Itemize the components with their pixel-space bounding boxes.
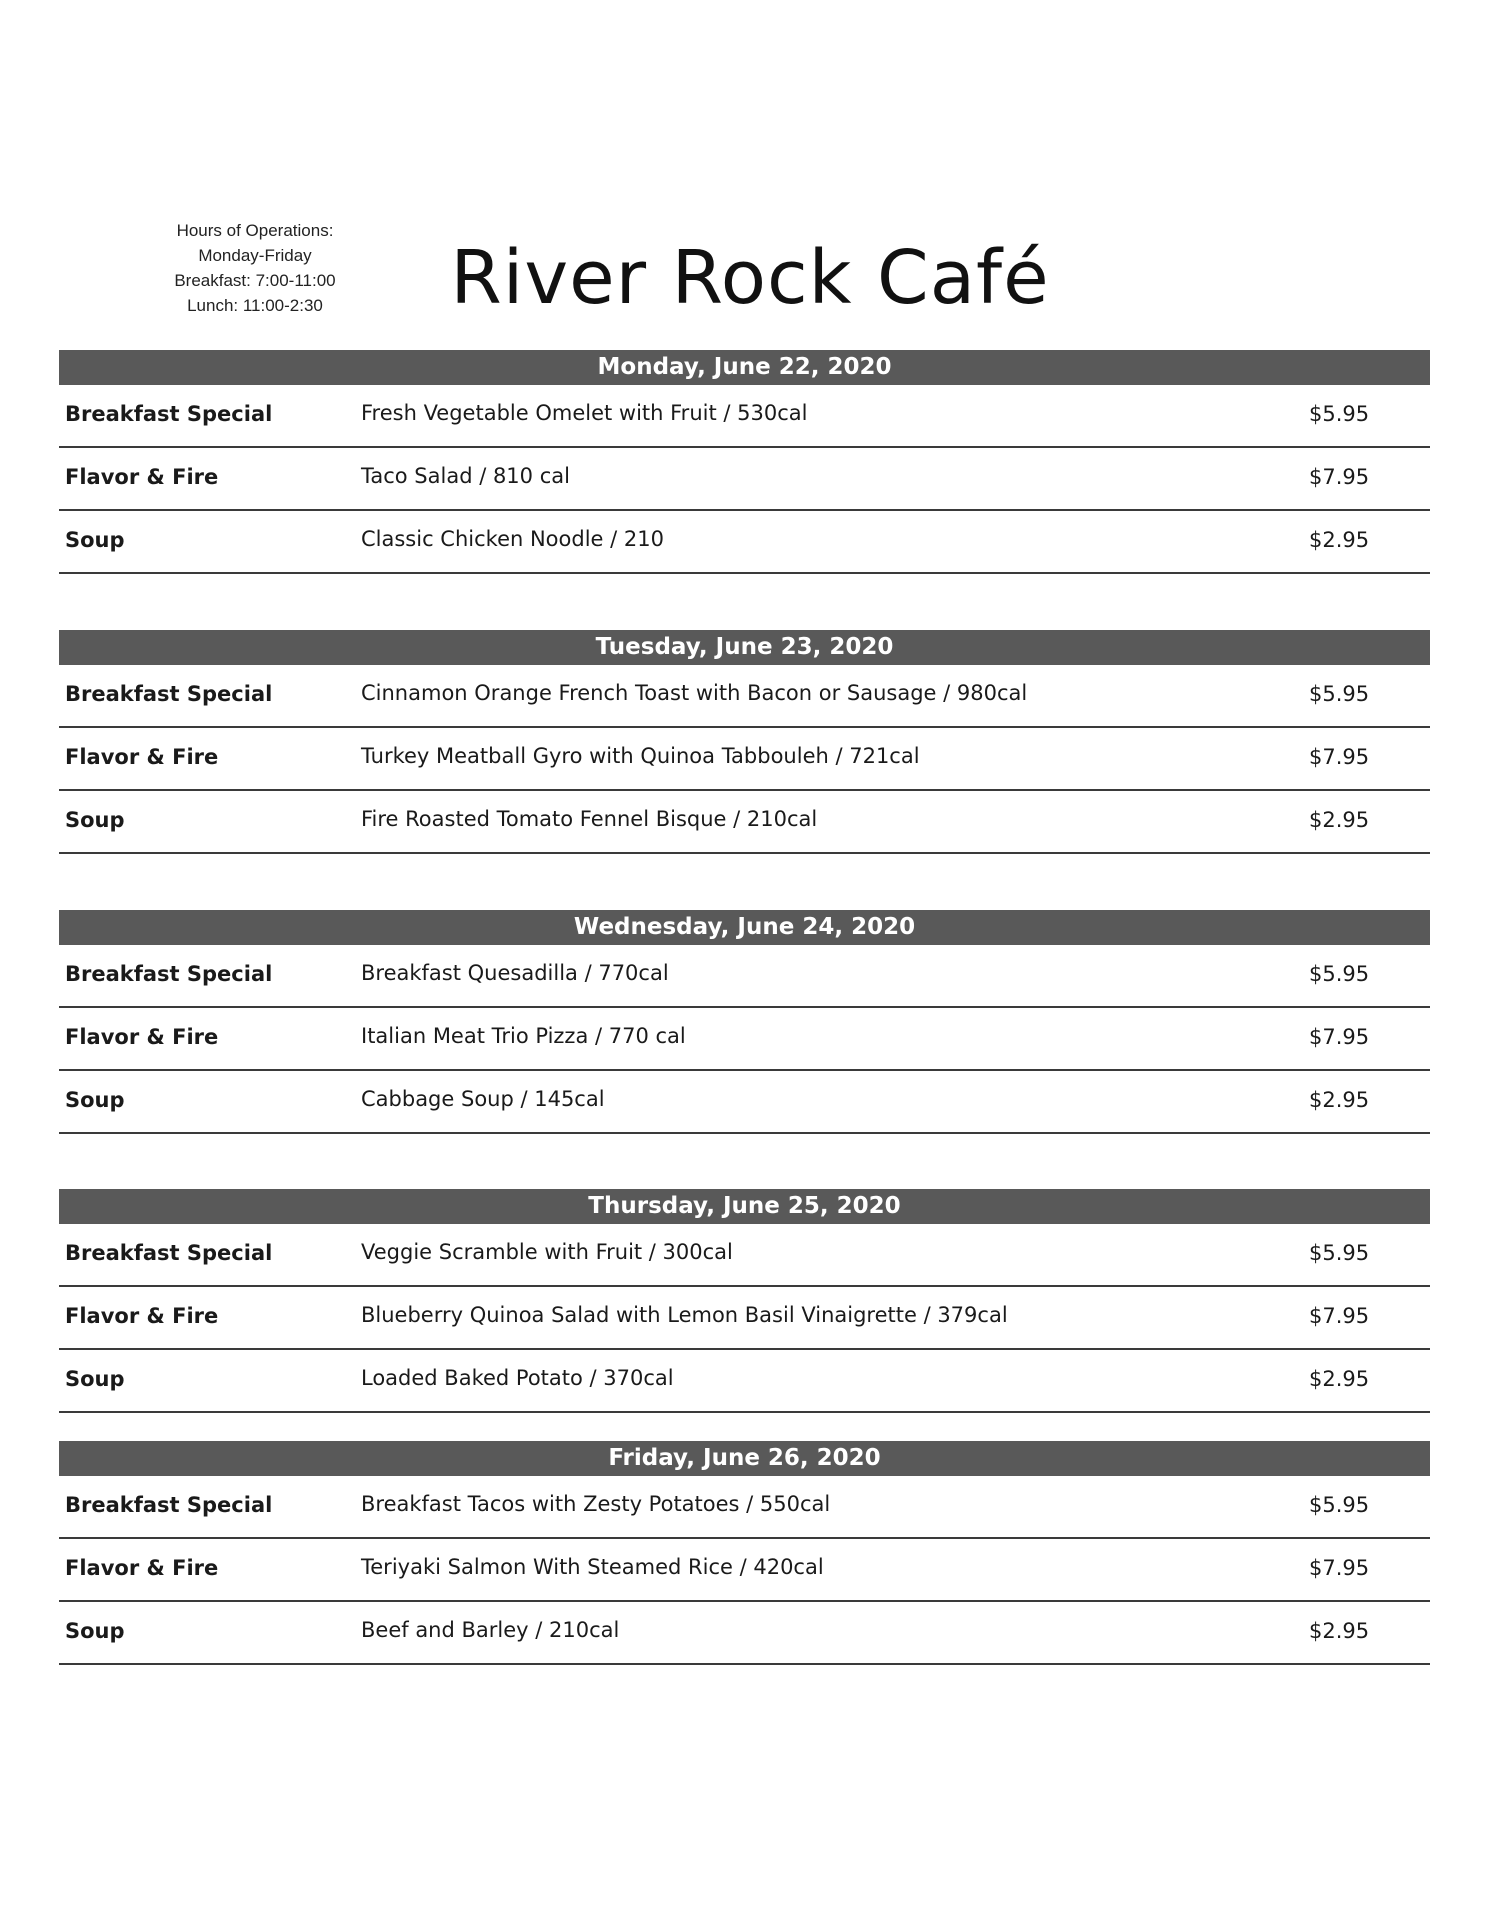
hours-of-operation [150, 218, 360, 318]
menu-description: Fire Roasted Tomato Fennel Bisque / 210cal [361, 807, 818, 831]
day-header: Tuesday, June 23, 2020 [59, 630, 1430, 665]
menu-category: Breakfast Special [65, 1493, 273, 1517]
menu-description: Breakfast Tacos with Zesty Potatoes / 550cal [361, 1492, 831, 1516]
cafe-title: River Rock Café [450, 235, 1050, 321]
menu-row [59, 1476, 1430, 1539]
menu-price: $5.95 [1309, 1493, 1370, 1517]
day-header: Friday, June 26, 2020 [59, 1441, 1430, 1476]
menu-price: $2.95 [1309, 1619, 1370, 1643]
menu-category: Flavor & Fire [65, 1304, 219, 1328]
menu-category: Soup [65, 1088, 125, 1112]
menu-description: Teriyaki Salmon With Steamed Rice / 420cal [361, 1555, 824, 1579]
menu-price: $5.95 [1309, 1241, 1370, 1265]
menu-description: Cabbage Soup / 145cal [361, 1087, 605, 1111]
day-section-tuesday [59, 630, 1430, 854]
day-header: Thursday, June 25, 2020 [59, 1189, 1430, 1224]
menu-price: $2.95 [1309, 808, 1370, 832]
menu-price: $5.95 [1309, 962, 1370, 986]
menu-row [59, 1287, 1430, 1350]
menu-category: Flavor & Fire [65, 465, 219, 489]
menu-category: Soup [65, 528, 125, 552]
day-header: Monday, June 22, 2020 [59, 350, 1430, 385]
menu-category: Breakfast Special [65, 1241, 273, 1265]
menu-row [59, 1071, 1430, 1134]
menu-price: $2.95 [1309, 528, 1370, 552]
menu-description: Italian Meat Trio Pizza / 770 cal [361, 1024, 686, 1048]
hours-heading: Hours of Operations: [176, 221, 334, 240]
menu-description: Fresh Vegetable Omelet with Fruit / 530cal [361, 401, 808, 425]
menu-category: Flavor & Fire [65, 1025, 219, 1049]
menu-row [59, 385, 1430, 448]
menu-description: Beef and Barley / 210cal [361, 1618, 620, 1642]
day-section-friday [59, 1441, 1430, 1665]
menu-row [59, 1224, 1430, 1287]
menu-row [59, 1539, 1430, 1602]
day-section-thursday [59, 1189, 1430, 1413]
menu-price: $2.95 [1309, 1367, 1370, 1391]
menu-description: Taco Salad / 810 cal [361, 464, 570, 488]
menu-description: Turkey Meatball Gyro with Quinoa Tabbouleh / 721cal [361, 744, 920, 768]
menu-category: Flavor & Fire [65, 745, 219, 769]
menu-price: $7.95 [1309, 745, 1370, 769]
hours-breakfast: Breakfast: 7:00-11:00 [174, 271, 336, 290]
menu-row [59, 1008, 1430, 1071]
menu-row [59, 791, 1430, 854]
menu-row [59, 665, 1430, 728]
menu-price: $5.95 [1309, 402, 1370, 426]
menu-price: $2.95 [1309, 1088, 1370, 1112]
hours-lunch: Lunch: 11:00-2:30 [187, 296, 323, 315]
menu-price: $7.95 [1309, 1304, 1370, 1328]
menu-category: Soup [65, 808, 125, 832]
menu-category: Breakfast Special [65, 402, 273, 426]
menu-category: Soup [65, 1619, 125, 1643]
menu-category: Soup [65, 1367, 125, 1391]
menu-description: Classic Chicken Noodle / 210 [361, 527, 664, 551]
day-header: Wednesday, June 24, 2020 [59, 910, 1430, 945]
day-section-monday [59, 350, 1430, 574]
menu-category: Breakfast Special [65, 682, 273, 706]
menu-description: Loaded Baked Potato / 370cal [361, 1366, 674, 1390]
menu-category: Flavor & Fire [65, 1556, 219, 1580]
menu-price: $7.95 [1309, 1025, 1370, 1049]
menu-description: Cinnamon Orange French Toast with Bacon or Sausage / 980cal [361, 681, 1028, 705]
menu-description: Veggie Scramble with Fruit / 300cal [361, 1240, 733, 1264]
menu-category: Breakfast Special [65, 962, 273, 986]
menu-description: Blueberry Quinoa Salad with Lemon Basil Vinaigrette / 379cal [361, 1303, 1008, 1327]
menu-row [59, 728, 1430, 791]
menu-description: Breakfast Quesadilla / 770cal [361, 961, 669, 985]
hours-days: Monday-Friday [198, 246, 312, 265]
menu-price: $5.95 [1309, 682, 1370, 706]
menu-price: $7.95 [1309, 1556, 1370, 1580]
menu-row [59, 1602, 1430, 1665]
menu-row [59, 945, 1430, 1008]
day-section-wednesday [59, 910, 1430, 1134]
menu-row [59, 511, 1430, 574]
menu-row [59, 1350, 1430, 1413]
menu-row [59, 448, 1430, 511]
menu-price: $7.95 [1309, 465, 1370, 489]
